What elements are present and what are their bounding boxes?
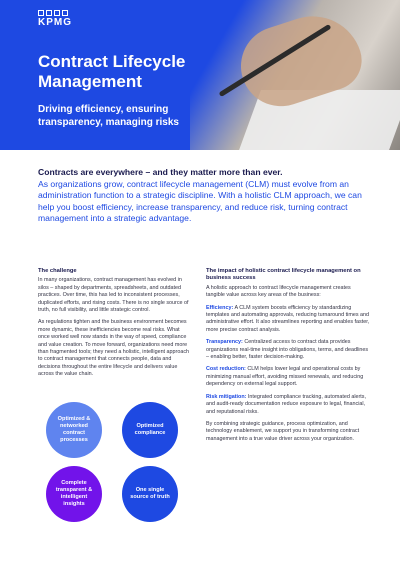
page-subtitle: Driving efficiency, ensuring transparency, managing risks bbox=[38, 104, 179, 128]
page-title bbox=[38, 52, 218, 92]
kpmg-logo bbox=[38, 10, 72, 28]
benefit-circle-processes: Optimized & networked contract processes bbox=[46, 402, 102, 458]
impact-item-text: A CLM system boosts efficiency by standardizing templates and automating approvals, reducing turnaround times and administrative effort. It also streamlines reporting and enables faster, more precise contract analysis. bbox=[206, 304, 370, 333]
challenge-paragraph-1: In many organizations, contract management has evolved in silos – shaped by departments, spreadsheets, and outdated practices. Over time, this has led to inconsistent processes, duplicated efforts, and rising costs. There is no single source of truth, no full visibility, and little strategic control. bbox=[38, 277, 189, 314]
impact-item-label: Transparency: bbox=[206, 339, 243, 346]
intro-heading: Contracts are everywhere – and they matter more than ever. bbox=[38, 167, 283, 177]
challenge-section bbox=[38, 268, 190, 384]
challenge-paragraph-2: As regulations tighten and the business environment becomes more dynamic, these inefficiencies become real risks. What once worked well now stands in the way of speed, compliance and value creation. To move forward, organizations need more than fragmented tools; they need a holistic, intelligent approach to contract management that connects people, data and decisions throughout the entire lifecycle and delivers value across the value chain. bbox=[38, 319, 190, 378]
impact-section bbox=[206, 268, 371, 448]
impact-item-label: Efficiency: bbox=[206, 304, 234, 311]
hero-banner bbox=[0, 0, 400, 150]
impact-item-risk-mitigation bbox=[206, 394, 371, 416]
impact-closing: By combining strategic guidance, process optimization, and technology enablement, we support you in transforming contract management into a true value driver across your organization. bbox=[206, 420, 360, 442]
benefit-circle-single-source: One single source of truth bbox=[122, 466, 178, 522]
impact-item-text: CLM helps lower legal and operational costs by minimizing manual effort, avoiding missed renewals, and reducing dependency on external legal support. bbox=[206, 366, 364, 388]
logo-squares-icon bbox=[38, 10, 72, 16]
logo-text: KPMG bbox=[38, 17, 72, 28]
impact-intro: A holistic approach to contract lifecycle management creates tangible value across key areas of the business: bbox=[206, 284, 351, 299]
impact-item-label: Cost reduction: bbox=[206, 366, 246, 373]
impact-item-label: Risk mitigation: bbox=[206, 393, 247, 400]
title-line-1: Contract Lifecycle bbox=[38, 52, 186, 71]
impact-item-cost-reduction bbox=[206, 366, 371, 388]
impact-item-text: Integrated compliance tracking, automated alerts, and audit-ready documentation reduce exposure to legal, financial, and reputational risks. bbox=[206, 393, 366, 415]
benefit-circle-insights: Complete transparent & intelligent insights bbox=[46, 466, 102, 522]
benefits-diagram bbox=[34, 402, 204, 527]
impact-heading: The impact of holistic contract lifecycle management on business success bbox=[206, 268, 361, 282]
intro-body: As organizations grow, contract lifecycle management (CLM) must evolve from an administration function to a strategic discipline. With a holistic CLM approach, we can help you boost efficiency, increase transparency, and reduce risk, turning contract management into a strategic advantage. bbox=[38, 179, 362, 223]
impact-item-transparency bbox=[206, 339, 371, 361]
benefit-circle-compliance: Optimized compliance bbox=[122, 402, 178, 458]
challenge-heading: The challenge bbox=[38, 268, 77, 274]
title-line-2: Management bbox=[38, 72, 142, 91]
intro-section bbox=[38, 167, 368, 224]
impact-item-text: Centralized access to contract data provides organizations real-time insight into obligations, terms, and deadlines – enabling better, faster decision-making. bbox=[206, 339, 369, 361]
impact-item-efficiency bbox=[206, 305, 371, 335]
